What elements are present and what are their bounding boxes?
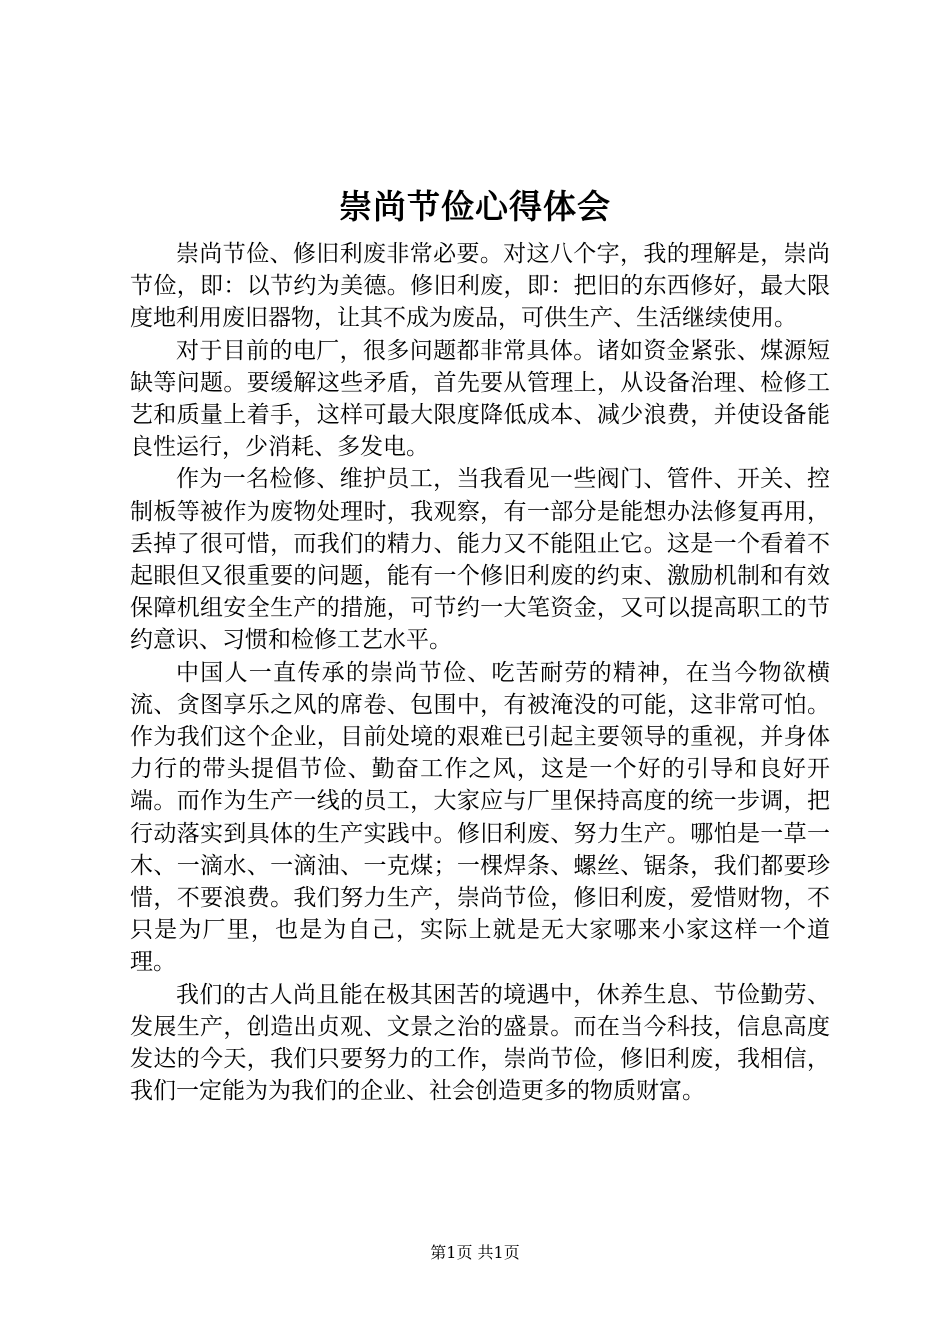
document-title: 崇尚节俭心得体会 [339, 187, 611, 226]
paragraph-5: 我们的古人尚且能在极其困苦的境遇中，休养生息、节俭勤劳、发展生产，创造出贞观、文景之治的盛景。而在当今科技，信息高度发达的今天，我们只要努力的工作，崇尚节俭，修旧利废，我相信，我们一定能为为我们的企业、社会创造更多的物质财富。 [130, 981, 830, 1105]
paragraph-4: 中国人一直传承的崇尚节俭、吃苦耐劳的精神，在当今物欲横流、贪图享乐之风的席卷、包围中，有被淹没的可能，这非常可怕。作为我们这个企业，目前处境的艰难已引起主要领导的重视，并身体力行的带头提倡节俭、勤奋工作之风，这是一个好的引导和良好开端。而作为生产一线的员工，大家应与厂里保持高度的统一步调，把行动落实到具体的生产实践中。修旧利废、努力生产。哪怕是一草一木、一滴水、一滴油、一克煤；一棵焊条、螺丝、锯条，我们都要珍惜，不要浪费。我们努力生产，崇尚节俭，修旧利废，爱惜财物，不只是为厂里，也是为自己，实际上就是无大家哪来小家这样一个道理。 [130, 659, 830, 976]
paragraph-1: 崇尚节俭、修旧利废非常必要。对这八个字，我的理解是，崇尚节俭，即：以节约为美德。修旧利废，即：把旧的东西修好，最大限度地利用废旧器物，让其不成为废品，可供生产、生活继续使用。 [130, 241, 830, 332]
document-body [130, 238, 830, 1107]
page-number-footer: 第1页 共1页 [430, 1243, 520, 1262]
paragraph-2: 对于目前的电厂，很多问题都非常具体。诸如资金紧张、煤源短缺等问题。要缓解这些矛盾，首先要从管理上，从设备治理、检修工艺和质量上着手，这样可最大限度降低成本、减少浪费，并使设备能良性运行，少消耗、多发电。 [130, 337, 830, 461]
paragraph-3: 作为一名检修、维护员工，当我看见一些阀门、管件、开关、控制板等被作为废物处理时，我观察，有一部分是能想办法修复再用，丢掉了很可惜，而我们的精力、能力又不能阻止它。这是一个看着不起眼但又很重要的问题，能有一个修旧利废的约束、激励机制和有效保障机组安全生产的措施，可节约一大笔资金，又可以提高职工的节约意识、习惯和检修工艺水平。 [130, 466, 830, 654]
